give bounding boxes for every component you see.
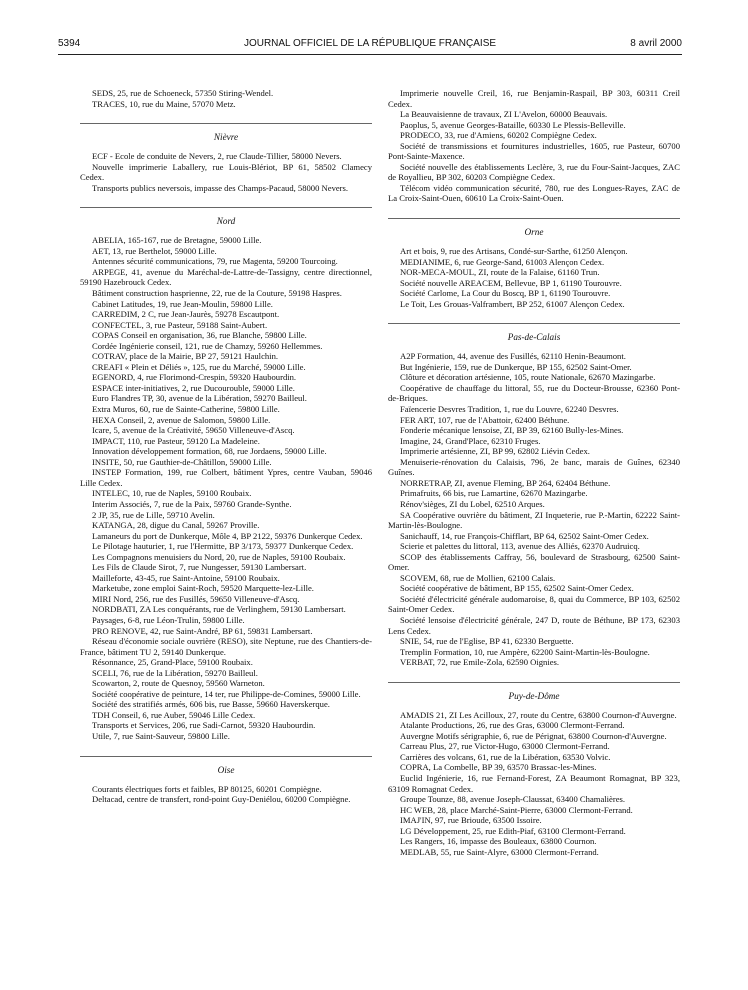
department-heading: Puy-de-Dôme [508,690,560,701]
directory-entry: Innovation développement formation, 68, rue Jordaens, 59000 Lille. [92,446,327,457]
directory-entry: Résonnance, 25, Grand-Place, 59100 Roubaix. [92,657,253,668]
heading-gap [388,238,680,246]
directory-entry: Les Rangers, 16, impasse des Bouleaux, 63800 Cournon. [400,836,597,847]
directory-entry: Carrières des volcans, 61, rue de la Libération, 63530 Volvic. [400,751,611,762]
directory-entry: Cabinet Latitudes, 19, rue Jean-Moulin, 59800 Lille. [92,298,273,309]
directory-entry: EGENORD, 4, rue Florimond-Crespin, 59320 Haubourdin. [92,372,297,383]
directory-entry: HEXA Conseil, 2, avenue de Salomon, 59800 Lille. [92,414,271,425]
directory-entry: Marketube, zone emploi Saint-Roch, 59520 Marquette-lez-Lille. [92,583,314,594]
directory-entry: Utile, 7, rue Saint-Sauveur, 59800 Lille. [92,730,230,741]
directory-entry: Paysages, 6-8, rue Léon-Trulin, 59800 Lille. [92,614,245,625]
directory-entry: SEDS, 25, rue de Schoeneck, 57350 Stiring-Wendel. [92,88,274,98]
right-column [388,88,680,857]
section-continued [80,88,372,109]
directory-entry: La Beauvaisienne de travaux, ZI L'Avelon, 60000 Beauvais. [400,109,608,120]
directory-entry: Imagine, 24, Grand'Place, 62310 Fruges. [400,435,541,446]
directory-entry: Fonderie mécanique lensoise, ZI, BP 39, 62160 Bully-les-Mines. [400,425,624,436]
directory-entry: COTRAV, place de la Mairie, BP 27, 59121 Haulchin. [92,351,279,362]
directory-entry: TRACES, 10, rue du Maine, 57070 Metz. [92,98,236,109]
directory-entry: Antennes sécurité communications, 79, rue Magenta, 59200 Tourcoing. [92,256,338,267]
section-gap [80,193,372,207]
heading-gap [388,343,680,351]
page-header [58,38,682,52]
directory-entry: Le Toit, Les Grouas-Valframbert, BP 252, 61007 Alençon Cedex. [400,298,625,309]
section-gap [80,109,372,123]
directory-entry: VERBAT, 72, rue Emile-Zola, 62590 Oignies. [400,657,560,668]
directory-entry: PRODECO, 33, rue d'Amiens, 60202 Compiègne Cedex. [400,130,597,141]
directory-entry: Cordée Ingénierie conseil, 121, rue de Chamzy, 59260 Hellemmes. [92,340,323,351]
directory-entry: Icare, 5, avenue de la Créativité, 59650 Villeneuve-d'Ascq. [92,425,295,436]
directory-entry: INSITE, 50, rue Gauthier-de-Châtillon, 59000 Lille. [92,456,272,467]
directory-entry: Menuiserie-rénovation du Calaisis, 796, 2e banc, marais de Guînes, 62340 Guînes. [388,456,680,478]
directory-entry: Deltacad, centre de transfert, rond-point Guy-Deniélou, 60200 Compiègne. [92,794,351,805]
directory-entry: Société nouvelle AREACEM, Bellevue, BP 1, 61190 Tourouvre. [400,277,622,288]
directory-entry: FER ART, 107, rue de l'Abattoir, 62400 Béthune. [400,414,570,425]
directory-entry: ABELIA, 165-167, rue de Bretagne, 59000 Lille. [92,235,262,246]
directory-entry: NORDBATI, ZA Les conquérants, rue de Verlinghem, 59130 Lambersart. [92,604,346,615]
journal-title: JOURNAL OFFICIEL DE LA RÉPUBLIQUE FRANÇAISE [243,38,497,49]
directory-entry: Scierie et palettes du littoral, 113, avenue des Alliés, 62370 Audruicq. [400,541,640,552]
directory-entry: NOR-MECA-MOUL, ZI, route de la Falaise, 61160 Trun. [400,267,600,278]
directory-entry: COPAS Conseil en organisation, 36, rue Blanche, 59800 Lille. [92,330,307,341]
directory-entry: CARREDIM, 2 C, rue Jean-Jaurès, 59278 Escautpont. [92,309,280,320]
directory-entry: ARPEGE, 41, avenue du Maréchal-de-Lattre-de-Tassigny, centre directionnel, 59190 Hazebrouck Cedex. [80,266,372,288]
section-nievre [80,109,372,193]
directory-entry: Tremplin Formation, 10, rue Ampère, 62200 Saint-Martin-lès-Boulogne. [400,646,650,657]
heading-gap [388,702,680,710]
directory-entry: Courants électriques forts et faibles, BP 80125, 60201 Compiègne. [92,783,322,794]
directory-entry: ESPACE inter-initiatives, 2, rue Ducourouble, 59000 Lille. [92,382,295,393]
directory-entry: Société des stratifiés armés, 606 bis, rue Basse, 59660 Haverskerque. [92,699,330,710]
directory-entry: Rénov'sièges, ZI du Lobel, 62510 Arques. [400,498,545,509]
directory-entry: Scowarton, 2, route de Quesnoy, 59560 Warneton. [92,678,265,689]
directory-entry: CONFECTEL, 3, rue Pasteur, 59188 Saint-Aubert. [92,319,268,330]
directory-entry: Primafruits, 66 bis, rue Lamartine, 62670 Mazingarbe. [400,488,588,499]
directory-entry: Atalante Productions, 26, rue des Gras, 63000 Clermont-Ferrand. [400,720,625,731]
directory-entry: Euclid Ingénierie, 16, rue Fernand-Forest, ZA Beaumont Romagnat, BP 323, 63109 Romagnat Cedex. [388,772,680,794]
directory-entry: Transports publics neversois, impasse des Champs-Pacaud, 58000 Nevers. [92,182,349,193]
directory-entry: Société Carlome, La Cour du Boscq, BP 1, 61190 Tourouvre. [400,288,611,299]
directory-entry: Clôture et décoration artésienne, 105, route Nationale, 62670 Mazingarbe. [400,372,656,383]
department-heading: Oise [217,764,235,775]
department-heading: Nord [216,216,236,227]
directory-entry: But Ingénierie, 159, rue de Dunkerque, BP 155, 62502 Saint-Omer. [400,361,632,372]
directory-entry: Faïencerie Desvres Tradition, 1, rue du Louvre, 62240 Desvres. [400,404,619,415]
directory-entry: Société nouvelle des établissements Leclère, 3, rue du Four-Saint-Jacques, ZAC de Royallieu, BP 302, 60203 Compiègne Cedex. [388,161,680,183]
directory-entry: MEDLAB, 55, rue Saint-Alyre, 63000 Clermont-Ferrand. [400,846,599,857]
directory-entry: IMPACT, 110, rue Pasteur, 59120 La Madeleine. [92,435,260,446]
section-gap [388,204,680,218]
directory-entry: COPRA, La Combelle, BP 39, 63570 Brassac-les-Mines. [400,762,597,773]
directory-entry: Paoplus, 5, avenue Georges-Bataille, 60330 Le Plessis-Belleville. [400,119,626,130]
directory-entry: Coopérative de chauffage du littoral, 55, rue du Docteur-Brousse, 62360 Pont-de-Briques. [388,382,680,404]
directory-entry: Groupe Tounze, 88, avenue Joseph-Claussat, 63400 Chamalières. [400,794,626,805]
directory-entry: IMAJ'IN, 97, rue Brioude, 63500 Issoire. [400,815,542,826]
directory-entry: Carreau Plus, 27, rue Victor-Hugo, 63000 Clermont-Ferrand. [400,741,610,752]
directory-entry: Sanichauff, 14, rue François-Chifflart, BP 64, 62502 Saint-Omer Cedex. [400,530,649,541]
directory-entry: KATANGA, 28, digue du Canal, 59267 Proville. [92,520,260,531]
directory-entry: INSTEP Formation, 199, rue Colbert, bâtiment Ypres, centre Vauban, 59046 Lille Cedex. [80,467,372,488]
directory-entry: Euro Flandres TP, 30, avenue de la Libération, 59270 Bailleul. [92,393,307,404]
directory-entry: Nouvelle imprimerie Laballery, rue Louis-Blériot, BP 61, 58502 Clamecy Cedex. [80,161,372,183]
directory-entry: Société coopérative de bâtiment, BP 155, 62502 Saint-Omer Cedex. [400,583,634,594]
department-heading: Pas-de-Calais [507,332,561,343]
section-continued [388,88,680,204]
directory-entry: 2 JP, 35, rue de Lille, 59710 Avelin. [92,509,215,520]
directory-entry: MIRI Nord, 256, rue des Fusillés, 59650 Villeneuve-d'Ascq. [92,593,300,604]
directory-entry: Société coopérative de peinture, 14 ter, rue Philippe-de-Comines, 59000 Lille. [92,688,361,699]
directory-entry: SCOP des établissements Caffray, 56, boulevard de Strasbourg, 62500 Saint-Omer. [388,551,680,573]
directory-entry: SNIE, 54, rue de l'Eglise, BP 41, 62330 Berguette. [400,636,574,647]
page-number: 5394 [58,38,81,49]
directory-entry: SA Coopérative ouvrière du bâtiment, ZI Inqueterie, rue P.-Martin, 62222 Saint-Martin-lès-Boulogne. [388,509,680,531]
directory-entry: NORRETRAP, ZI, avenue Fleming, BP 264, 62404 Béthune. [400,477,611,488]
directory-entry: Mailleforte, 43-45, rue Saint-Antoine, 59100 Roubaix. [92,572,280,583]
directory-entry: CREAFI « Plein et Déliés », 125, rue du Marché, 59000 Lille. [92,361,306,372]
section-orne [388,204,680,309]
left-column [80,88,372,805]
directory-entry: TDH Conseil, 6, rue Auber, 59046 Lille Cedex. [92,709,256,720]
directory-entry: Télécom vidéo communication sécurité, 780, rue des Longues-Rayes, ZAC de La Croix-Saint-Ouen, 60610 La Croix-Saint-Ouen. [388,182,680,204]
section-gap [80,742,372,756]
directory-entry: Bâtiment construction hasprienne, 22, rue de la Couture, 59198 Haspres. [92,288,342,299]
section-gap [388,668,680,682]
directory-entry: SCOVEM, 68, rue de Mollien, 62100 Calais. [400,572,556,583]
directory-entry: Société d'électricité générale audomaroise, 8, quai du Commerce, BP 103, 62502 Saint-Omer Cedex. [388,593,680,615]
heading-gap [80,227,372,235]
directory-entry: SCELI, 76, rue de la Libération, 59270 Bailleul. [92,667,258,678]
section-gap [388,309,680,323]
issue-date: 8 avril 2000 [630,38,682,49]
heading-gap [80,143,372,151]
directory-entry: Les Fils de Claude Sirot, 7, rue Nungesser, 59130 Lambersart. [92,562,307,573]
directory-entry: PRO RENOVE, 42, rue Saint-André, BP 61, 59831 Lambersart. [92,625,313,636]
directory-entry: A2P Formation, 44, avenue des Fusillés, 62110 Henin-Beaumont. [400,351,626,362]
directory-entry: AMADIS 21, ZI Les Acilloux, 27, route du Centre, 63800 Cournon-d'Auvergne. [400,709,677,720]
directory-entry: Société de transmissions et fournitures industrielles, 1605, rue Pasteur, 60700 Pont-Sainte-Maxence. [388,140,680,162]
directory-entry: AET, 13, rue Berthelot, 59000 Lille. [92,245,217,256]
directory-entry: Lamaneurs du port de Dunkerque, Môle 4, BP 2122, 59376 Dunkerque Cedex. [92,530,363,541]
directory-entry: Le Pilotage hauturier, 1, rue l'Hermitte, BP 3/173, 59377 Dunkerque Cedex. [92,541,354,552]
heading-gap [80,776,372,784]
directory-entry: Extra Muros, 60, rue de Sainte-Catherine, 59800 Lille. [92,404,280,415]
department-heading: Orne [524,227,544,238]
section-puy-de-dome [388,668,680,858]
section-pas-de-calais [388,309,680,667]
department-heading: Nièvre [213,132,239,143]
directory-entry: HC WEB, 28, place Marché-Saint-Pierre, 63000 Clermont-Ferrand. [400,804,633,815]
directory-entry: Réseau d'économie sociale ouvrière (RESO), site Neptune, rue des Chantiers-de-France, bâtiment TU 2, 59140 Dunkerque. [80,636,372,657]
section-oise [80,742,372,805]
directory-entry: Imprimerie nouvelle Creil, 16, rue Benjamin-Raspail, BP 303, 60311 Creil Cedex. [388,88,680,109]
directory-entry: Transports et Services, 206, rue Sadi-Carnot, 59320 Haubourdin. [92,720,316,731]
directory-entry: Interim Associés, 7, rue de la Paix, 59760 Grande-Synthe. [92,498,292,509]
directory-entry: MEDIANIME, 6, rue George-Sand, 61003 Alençon Cedex. [400,256,605,267]
header-rule [58,54,682,55]
directory-entry: Imprimerie artésienne, ZI, BP 99, 62802 Liévin Cedex. [400,446,590,457]
directory-entry: Auvergne Motifs sérigraphie, 6, rue de Pérignat, 63800 Cournon-d'Auvergne. [400,730,667,741]
directory-entry: ECF - Ecole de conduite de Nevers, 2, rue Claude-Tillier, 58000 Nevers. [92,151,342,162]
directory-entry: Les Compagnons menuisiers du Nord, 20, rue de Naples, 59100 Roubaix. [92,551,346,562]
directory-entry: INTELEC, 10, rue de Naples, 59100 Roubaix. [92,488,252,499]
directory-entry: Société lensoise d'électricité générale, 247 D, route de Béthune, BP 173, 62303 Lens Cedex. [388,614,680,636]
section-nord [80,193,372,741]
directory-entry: LG Développement, 25, rue Edith-Piaf, 63100 Clermont-Ferrand. [400,825,626,836]
directory-entry: Art et bois, 9, rue des Artisans, Condé-sur-Sarthe, 61250 Alençon. [400,246,628,257]
